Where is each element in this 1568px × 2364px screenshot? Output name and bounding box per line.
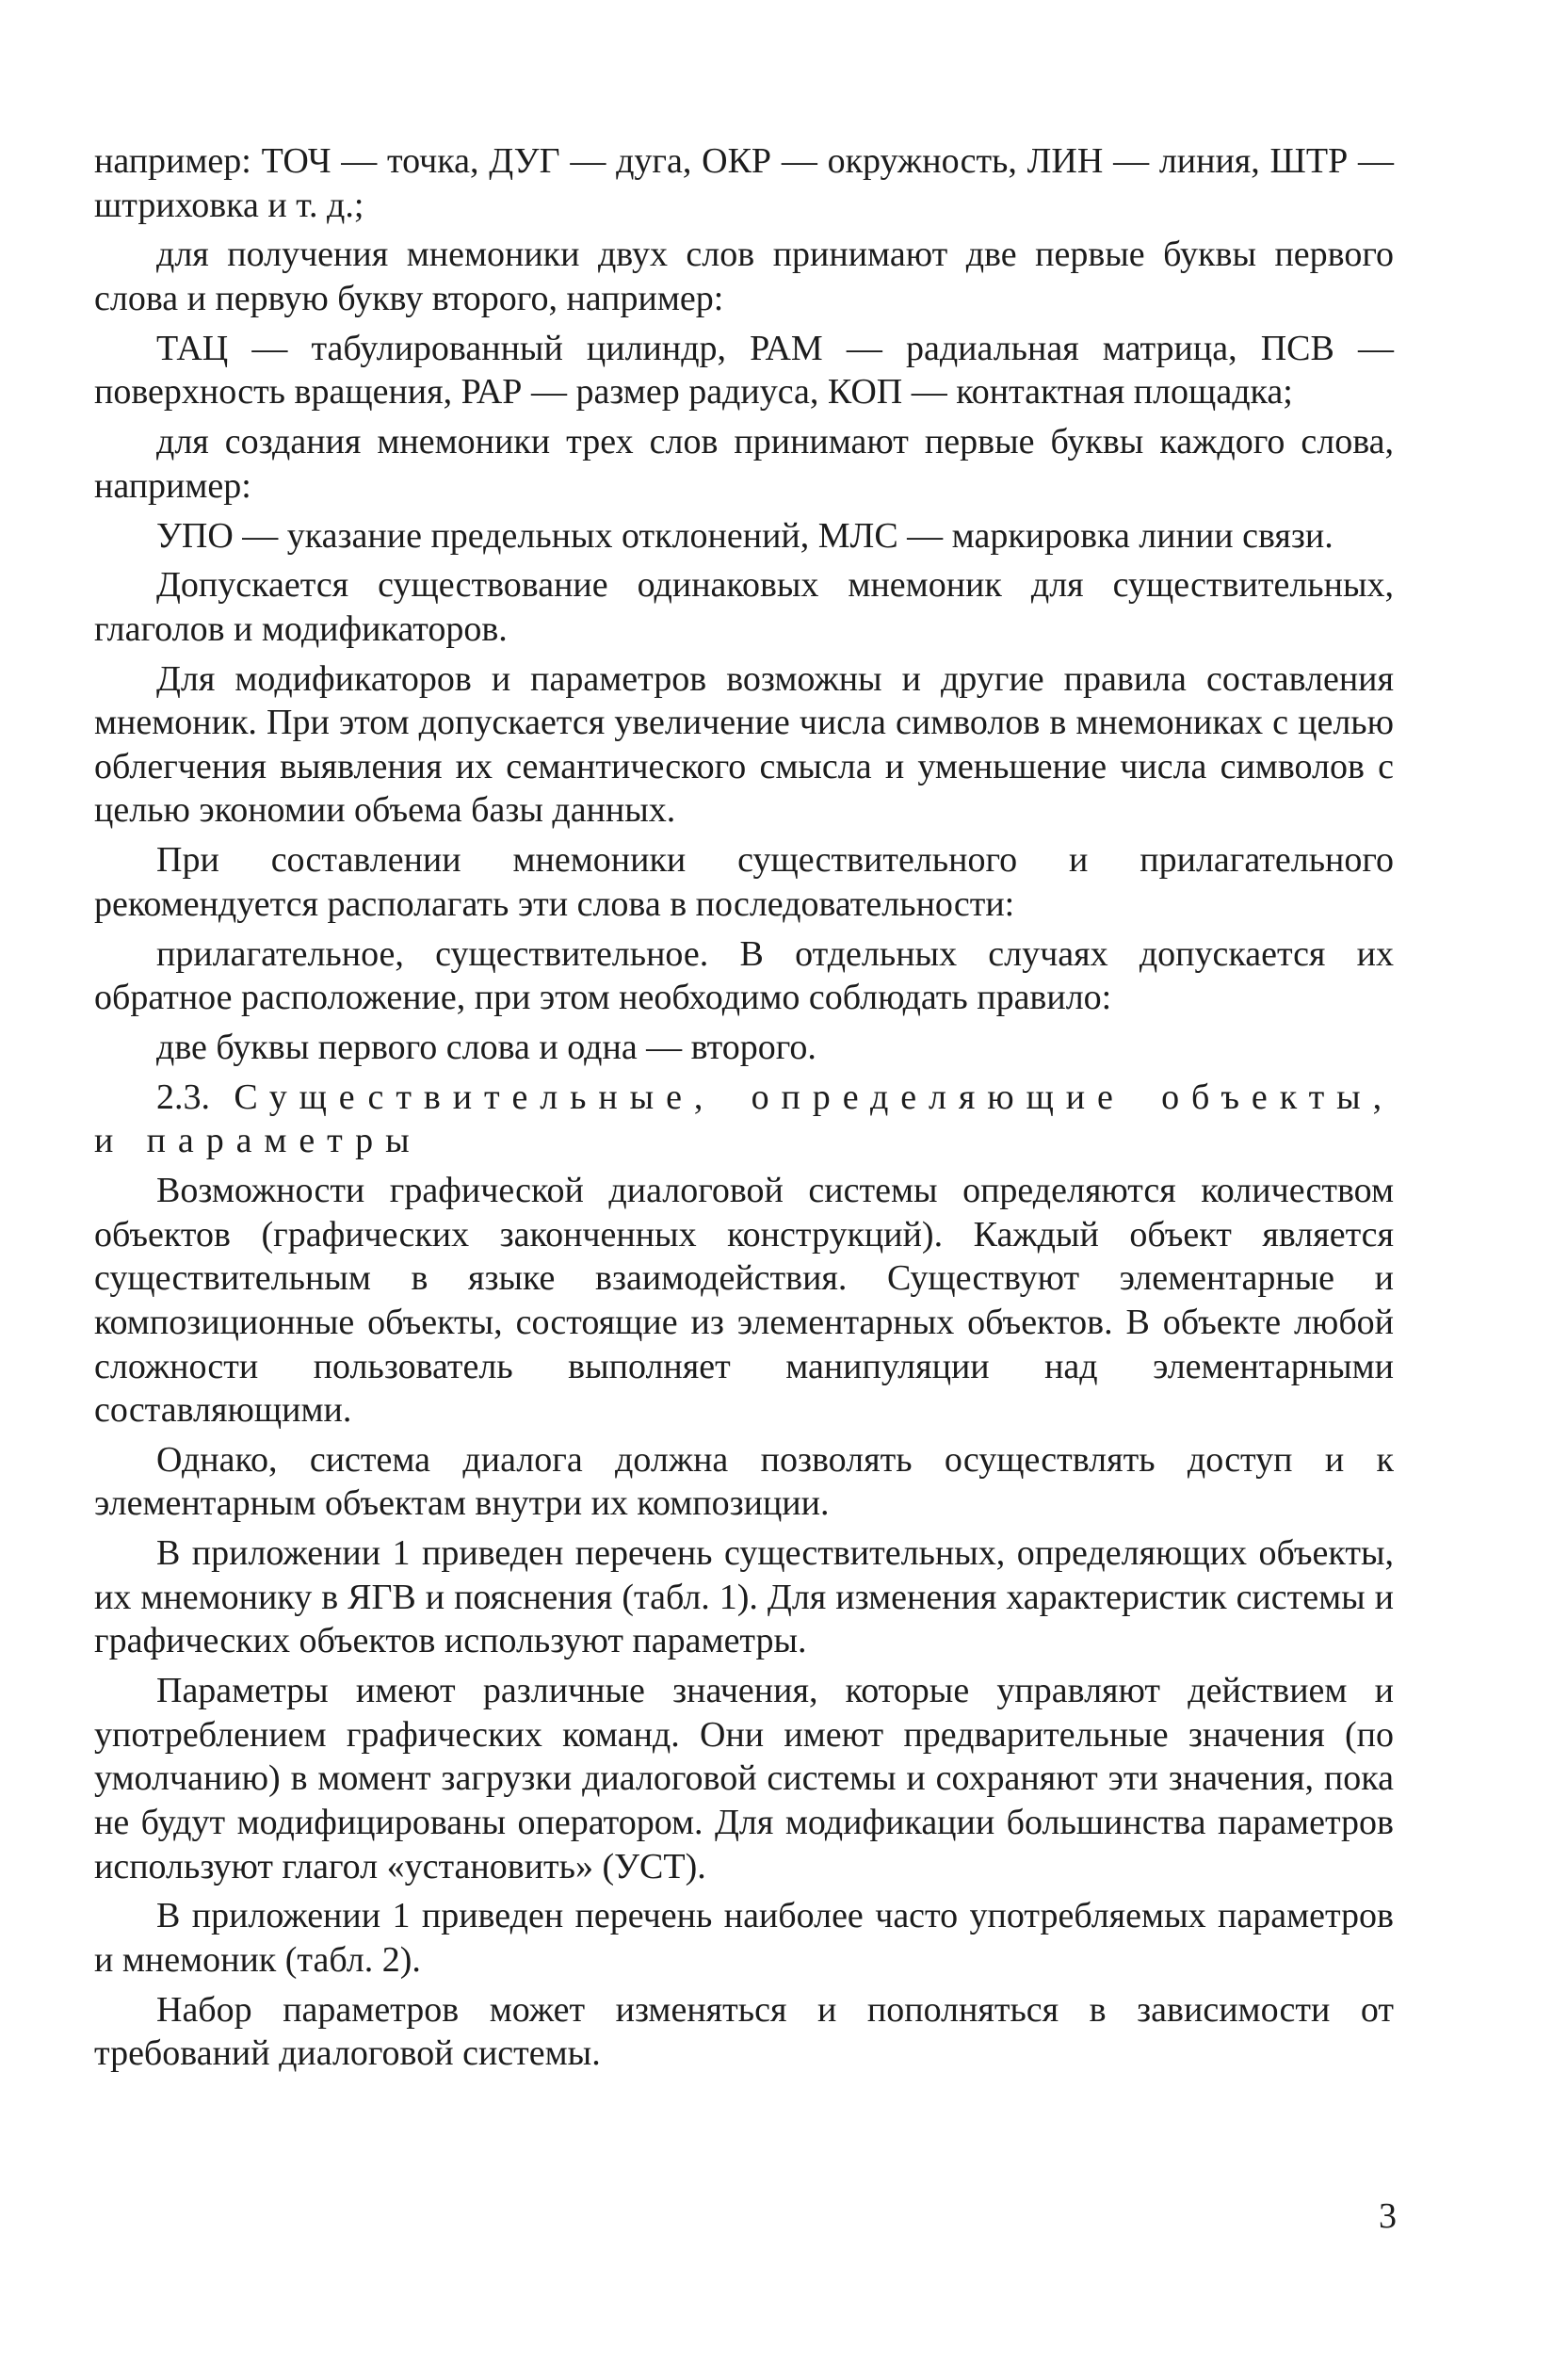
paragraph: При составлении мнемоники существительного и прилагательного рекомендуется располагать эти слова в последовательности: — [94, 840, 1394, 924]
paragraph: В приложении 1 приведен перечень существительных, определяющих объекты, их мнемонику в ЯГВ и пояснения (табл. 1). Для изменения характеристик системы и графических объектов используют параметры. — [94, 1533, 1394, 1661]
page-number: 3 — [1379, 2196, 1397, 2236]
paragraph: Однако, система диалога должна позволять осуществлять доступ и к элементарным объектам внутри их композиции. — [94, 1439, 1394, 1524]
paragraph: Параметры имеют различные значения, которые управляют действием и употреблением графических команд. Они имеют предварительные значения (по умолчанию) в момент загрузки диалоговой системы и сохраняют эти значения, пока не будут модифицированы оператором. Для модификации большинства параметров используют глагол «установить» (УСТ). — [94, 1671, 1394, 1886]
section-heading — [94, 1076, 1394, 1163]
paragraph: ТАЦ — табулированный цилиндр, РАМ — радиальная матрица, ПСВ — поверхность вращения, РАР — размер радиуса, КОП — контактная площадка; — [94, 328, 1394, 413]
paragraph: например: ТОЧ — точка, ДУГ — дуга, ОКР — окружность, ЛИН — линия, ШТР — штриховка и т. д.; — [94, 141, 1394, 225]
paragraph: Допускается существование одинаковых мнемоник для существительных, глаголов и модификаторов. — [94, 565, 1394, 649]
paragraph: Возможности графической диалоговой системы определяются количеством объектов (графических законченных конструкций). Каждый объект является существительным в языке взаимодействия. Существуют элементарные и композиционные объекты, состоящие из элементарных объектов. В объекте любой сложности пользователь выполняет манипуляции над элементарными составляющими. — [94, 1171, 1394, 1431]
paragraph: УПО — указание предельных отклонений, МЛС — маркировка линии связи. — [156, 515, 1334, 556]
paragraph: для создания мнемоники трех слов принимают первые буквы каждого слова, например: — [94, 422, 1394, 506]
paragraph: В приложении 1 приведен перечень наиболее часто употребляемых параметров и мнемоник (табл. 2). — [94, 1896, 1394, 1980]
body-text — [94, 139, 1394, 2081]
paragraph: для получения мнемоники двух слов принимают две первые буквы первого слова и первую букву второго, например: — [94, 235, 1394, 318]
section-number: 2.3. — [156, 1077, 210, 1117]
paragraph: Для модификаторов и параметров возможны и другие правила составления мнемоник. При этом допускается увеличение числа символов в мнемониках с целью облегчения выявления их семантического смысла и уменьшение числа символов с целью экономии объема базы данных. — [94, 658, 1394, 831]
paragraph: прилагательное, существительное. В отдельных случаях допускается их обратное расположение, при этом необходимо соблюдать правило: — [94, 933, 1394, 1018]
section-title: Существительные, определяющие объекты, и параметры — [94, 1077, 1394, 1161]
paragraph: Набор параметров может изменяться и пополняться в зависимости от требований диалоговой системы. — [94, 1989, 1394, 2074]
paragraph: две буквы первого слова и одна — второго. — [156, 1027, 816, 1067]
